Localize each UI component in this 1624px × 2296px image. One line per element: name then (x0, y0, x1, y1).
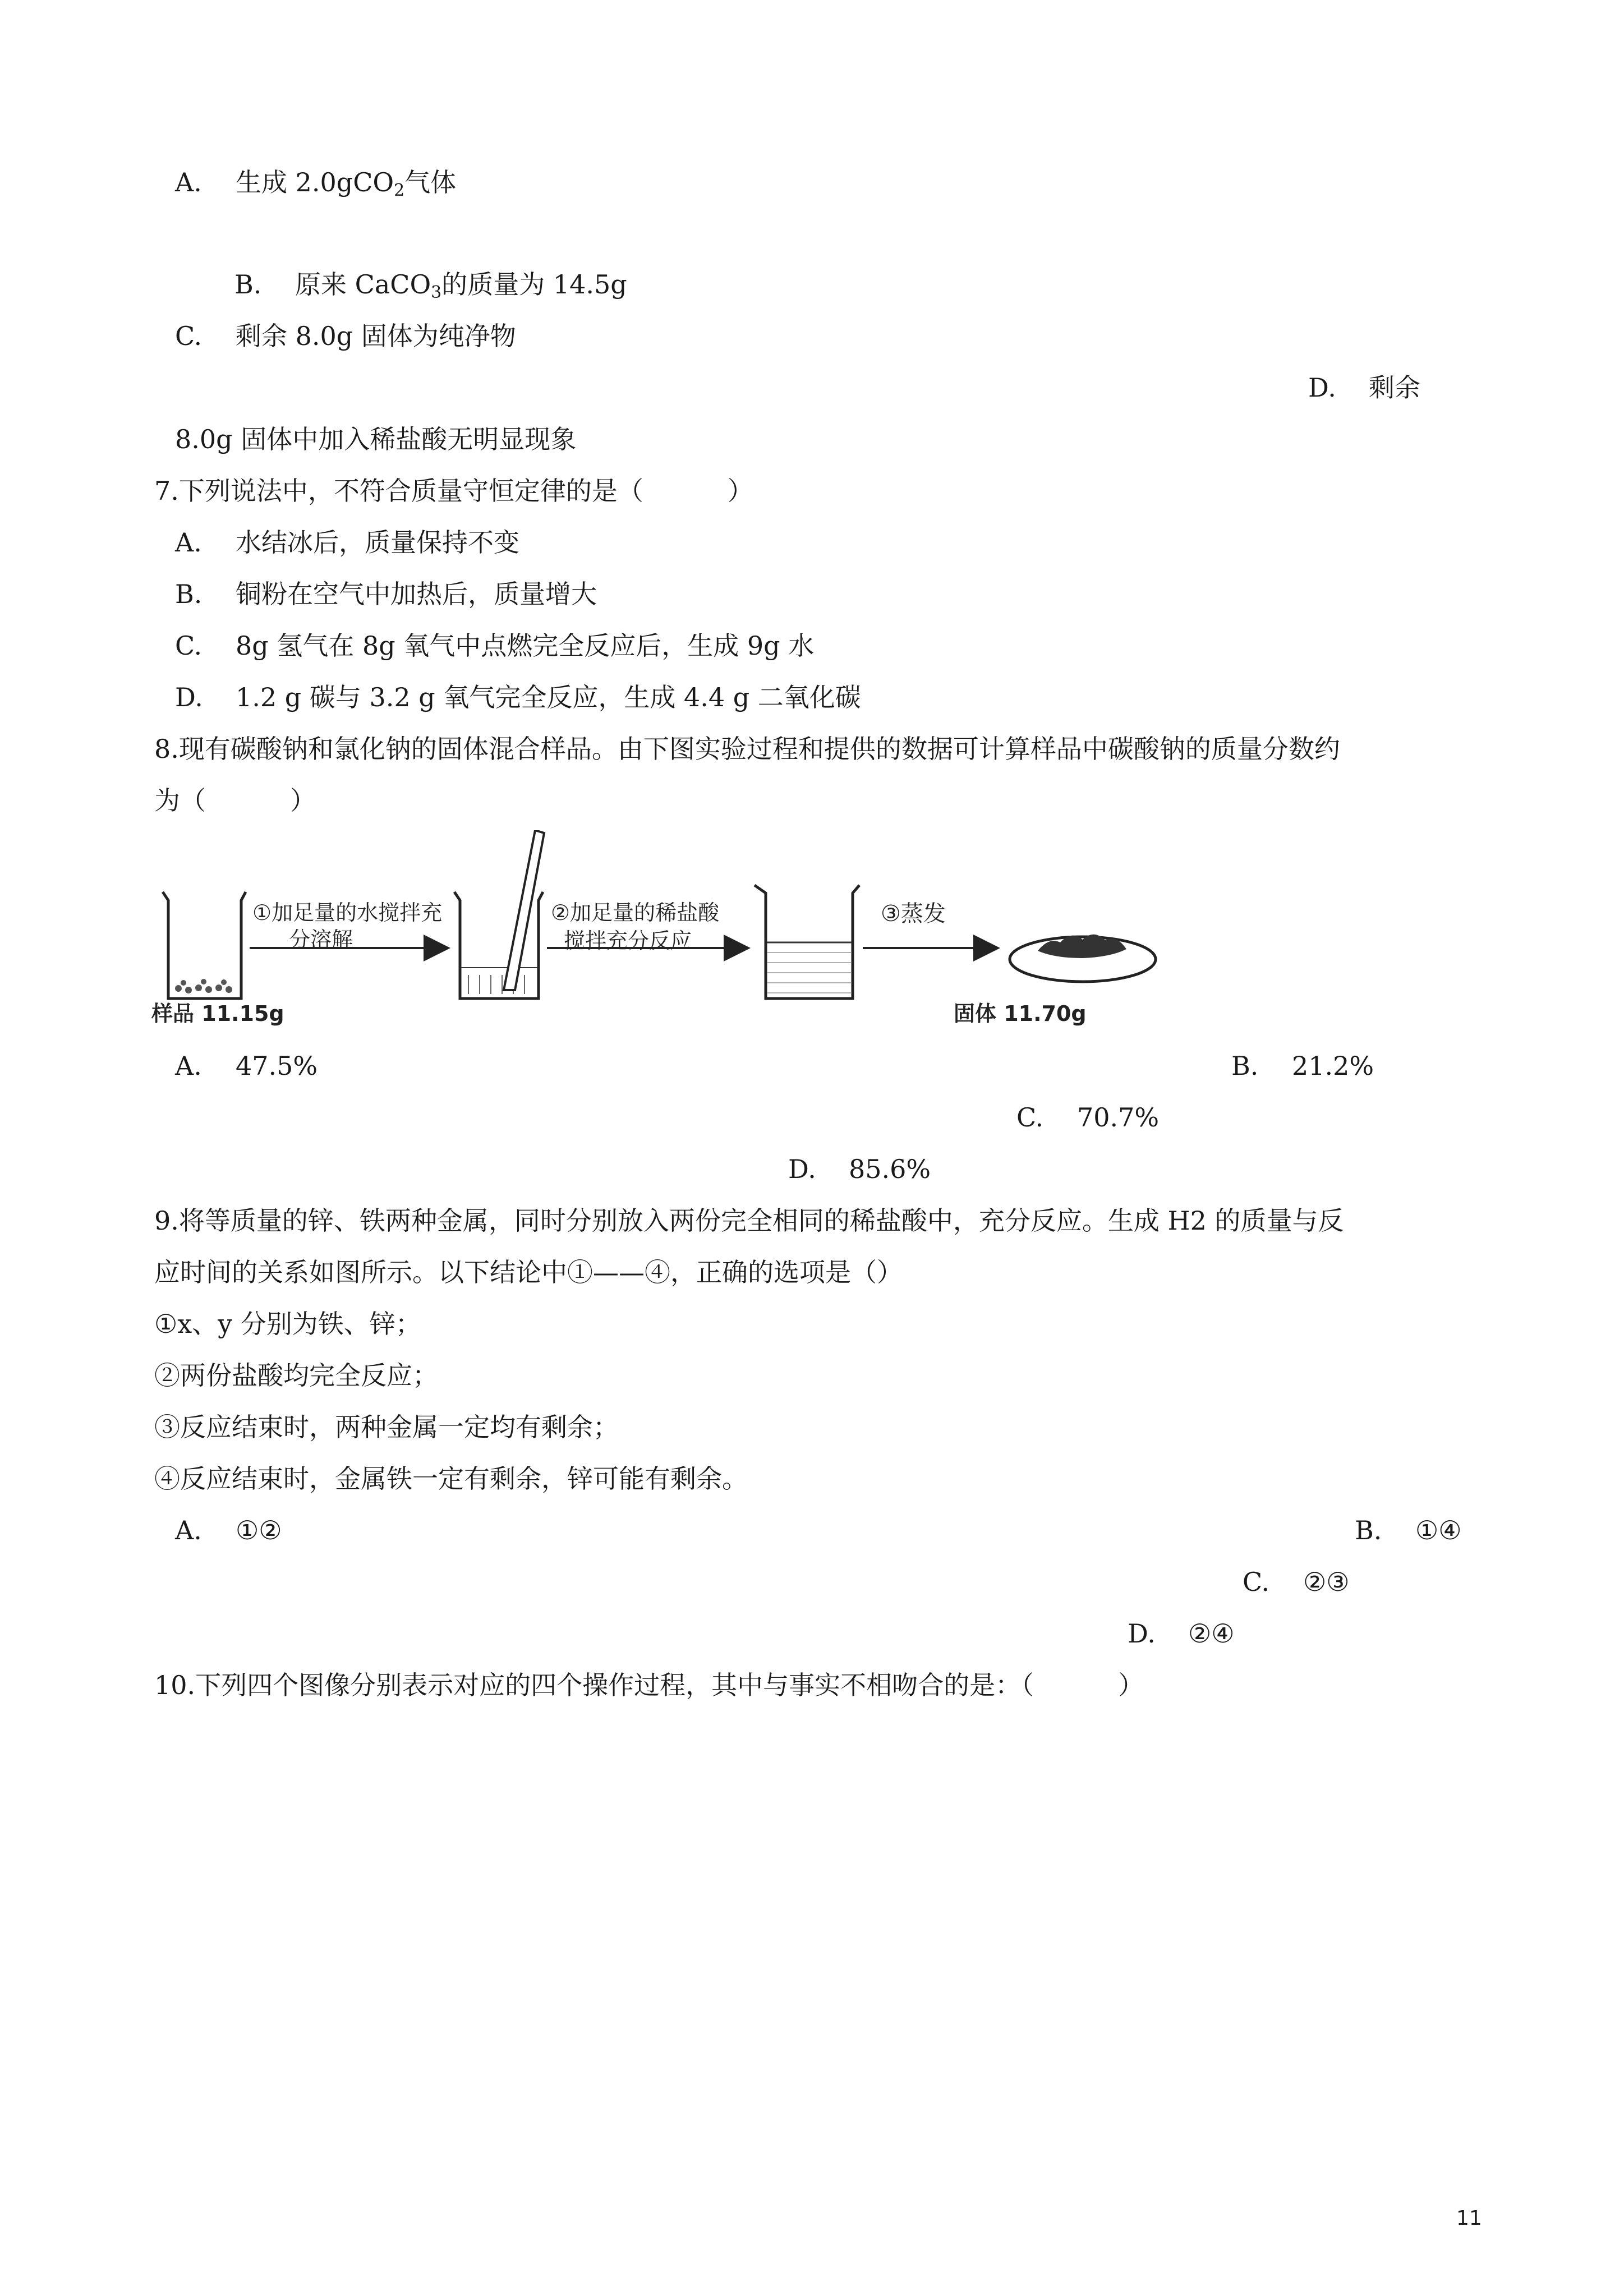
option-text-tail: 气体 (404, 167, 457, 197)
q7-stem (154, 474, 753, 508)
option-label: D. (788, 1154, 816, 1184)
q6-option-a (175, 165, 456, 199)
q8-option-d (788, 1152, 931, 1186)
stem-close: ） (1118, 1670, 1144, 1700)
beaker-with-sample (163, 892, 246, 999)
option-label: C. (1016, 1102, 1044, 1133)
step1-label-line2: 分溶解 (289, 927, 353, 952)
evaporating-dish-with-solid (1010, 935, 1156, 982)
q8-option-a (175, 1049, 318, 1083)
q9-statement-4: ④反应结束时，金属铁一定有剩余，锌可能有剩余。 (154, 1464, 748, 1494)
stem-text: 为（ (154, 785, 206, 816)
q9-stem-line2: 应时间的关系如图所示。以下结论中①——④，正确的选项是（） (154, 1257, 903, 1287)
option-label: B. (175, 579, 203, 609)
option-text: ①④ (1415, 1515, 1462, 1545)
subscript: 2 (394, 181, 405, 200)
option-label: A. (175, 527, 202, 558)
q6-option-c (175, 319, 516, 353)
option-label: A. (175, 167, 202, 197)
subscript: 3 (431, 283, 442, 302)
option-text: ②③ (1303, 1567, 1350, 1597)
q9-statement-3: ③反应结束时，两种金属一定均有剩余； (154, 1412, 619, 1442)
stem-text: 7.下列说法中，不符合质量守恒定律的是（ (154, 476, 643, 506)
step2-label-line1: ②加足量的稀盐酸 (551, 900, 720, 925)
option-text: 剩余 8.0g 固体为纯净物 (236, 321, 516, 351)
option-label: D. (1308, 372, 1336, 403)
option-label: D. (1128, 1618, 1156, 1649)
option-text: 铜粉在空气中加热后，质量增大 (236, 579, 597, 609)
page-number: 11 (1456, 2207, 1482, 2230)
q9-option-c (1243, 1565, 1349, 1599)
q6-option-b (234, 268, 627, 301)
option-text: 85.6% (849, 1154, 931, 1184)
q8-stem-line1: 8.现有碳酸钠和氯化钠的固体混合样品。由下图实验过程和提供的数据可计算样品中碳酸钠的质量分数约 (154, 734, 1340, 764)
q7-option-c (175, 629, 814, 662)
option-label: C. (1243, 1567, 1270, 1597)
option-label: B. (234, 269, 262, 300)
experiment-process-figure (151, 830, 1161, 1032)
option-label: A. (175, 1515, 202, 1545)
option-text: 70.7% (1077, 1102, 1160, 1133)
q9-stem-line1: 9.将等质量的锌、铁两种金属，同时分别放入两份完全相同的稀盐酸中，充分反应。生成 H2 的质量与反 (154, 1205, 1344, 1236)
option-label: C. (175, 631, 203, 661)
option-text: 原来 CaCO (295, 269, 431, 300)
q9-option-d (1128, 1617, 1234, 1650)
option-text: 8g 氢气在 8g 氧气中点燃完全反应后，生成 9g 水 (236, 631, 815, 661)
option-label: B. (1355, 1515, 1382, 1545)
solid-mass-label: 固体 11.70g (954, 1001, 1087, 1026)
q9-statement-2: ②两份盐酸均完全反应； (154, 1360, 438, 1391)
step1-label-line1: ①加足量的水搅拌充 (252, 900, 443, 925)
q10-stem (154, 1668, 1144, 1702)
q6-option-d-continued: 8.0g 固体中加入稀盐酸无明显现象 (175, 424, 577, 454)
option-text: 水结冰后，质量保持不变 (236, 527, 519, 558)
q9-option-a (175, 1513, 282, 1547)
sample-mass-label: 样品 11.15g (151, 1001, 284, 1026)
step3-label: ③蒸发 (881, 901, 946, 927)
q7-option-a (175, 526, 519, 559)
option-label: A. (175, 1051, 202, 1081)
option-text: 生成 2.0gCO (236, 167, 394, 197)
q9-option-b (1355, 1513, 1461, 1547)
stem-text: 10.下列四个图像分别表示对应的四个操作过程，其中与事实不相吻合的是：（ (154, 1670, 1034, 1700)
option-text: 1.2 g 碳与 3.2 g 氧气完全反应，生成 4.4 g 二氧化碳 (236, 682, 861, 712)
option-label: B. (1231, 1051, 1259, 1081)
option-text: 47.5% (236, 1051, 318, 1081)
q8-option-b (1231, 1049, 1374, 1083)
q8-stem-line2 (154, 784, 316, 817)
option-label: D. (175, 682, 203, 712)
q9-statement-1: ①x、y 分别为铁、锌； (154, 1309, 421, 1339)
q6-option-d (1308, 371, 1420, 404)
option-text: 21.2% (1292, 1051, 1374, 1081)
beaker-with-solution (755, 885, 859, 999)
q7-option-b (175, 577, 597, 611)
option-text-tail: 的质量为 14.5g (441, 269, 627, 300)
option-text: ①② (236, 1515, 282, 1545)
beaker-with-glass-rod (454, 830, 544, 999)
q8-option-c (1016, 1101, 1159, 1134)
step2-label-line2: 搅拌充分反应 (564, 928, 692, 953)
option-text: 剩余 (1369, 372, 1420, 403)
stem-close: ） (727, 476, 753, 506)
option-label: C. (175, 321, 203, 351)
option-text: ②④ (1188, 1618, 1235, 1649)
stem-close: ） (290, 785, 316, 816)
q7-option-d (175, 680, 861, 714)
